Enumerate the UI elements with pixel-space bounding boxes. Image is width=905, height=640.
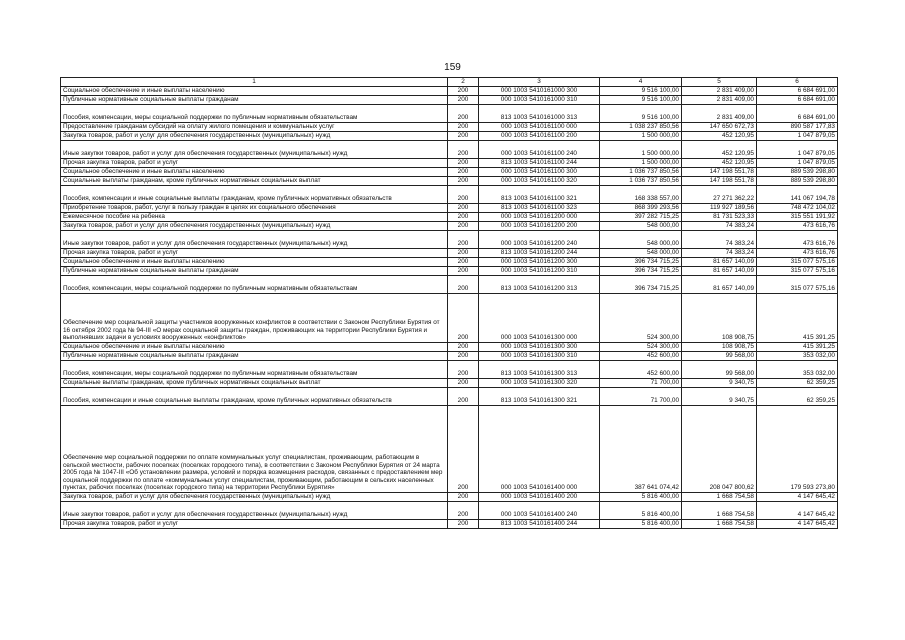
row-value-col5: 208 047 800,62 — [682, 406, 757, 493]
row-code-cell: 200 — [448, 105, 479, 123]
row-kbk-cell: 000 1003 5410161100 300 — [479, 168, 600, 177]
row-name-cell: Пособия, компенсации, меры социальной поддержки по публичным нормативным обязательствам — [61, 105, 448, 123]
row-kbk-cell: 000 1003 5410161400 240 — [479, 502, 600, 520]
row-value-col5: 74 383,24 — [682, 249, 757, 258]
row-value-col6: 4 147 645,42 — [757, 520, 838, 529]
row-code-cell: 200 — [448, 132, 479, 141]
table-row — [61, 249, 838, 258]
row-value-col6: 473 616,76 — [757, 231, 838, 249]
row-kbk-cell: 000 1003 5410161200 200 — [479, 222, 600, 231]
row-code-cell: 200 — [448, 168, 479, 177]
table-row — [61, 294, 838, 343]
row-name-cell: Приобретение товаров, работ, услуг в пользу граждан в целях их социального обеспечения — [61, 204, 448, 213]
row-value-col5: 1 668 754,58 — [682, 493, 757, 502]
row-name-cell: Пособия, компенсации, меры социальной поддержки по публичным нормативным обязательствам — [61, 361, 448, 379]
header-row — [61, 78, 838, 87]
row-value-col6: 141 067 194,78 — [757, 186, 838, 204]
row-value-col6: 473 616,76 — [757, 249, 838, 258]
row-kbk-cell: 000 1003 5410161400 200 — [479, 493, 600, 502]
row-value-col4: 548 000,00 — [600, 231, 682, 249]
row-name-cell: Пособия, компенсации и иные социальные выплаты гражданам, кроме публичных нормативных обязательств — [61, 186, 448, 204]
row-code-cell: 200 — [448, 123, 479, 132]
row-value-col6: 353 032,00 — [757, 352, 838, 361]
row-value-col6: 1 047 879,05 — [757, 141, 838, 159]
row-value-col5: 9 340,75 — [682, 379, 757, 388]
table-row — [61, 141, 838, 159]
row-value-col4: 548 000,00 — [600, 222, 682, 231]
row-kbk-cell: 813 1003 5410161100 244 — [479, 159, 600, 168]
row-name-cell: Ежемесячное пособие на ребенка — [61, 213, 448, 222]
table-row — [61, 258, 838, 267]
row-value-col4: 548 000,00 — [600, 249, 682, 258]
row-name-cell: Иные закупки товаров, работ и услуг для обеспечения государственных (муниципальных) нужд — [61, 502, 448, 520]
row-value-col6: 4 147 645,42 — [757, 502, 838, 520]
row-kbk-cell: 813 1003 5410161200 244 — [479, 249, 600, 258]
row-name-cell: Пособия, компенсации и иные социальные выплаты гражданам, кроме публичных нормативных обязательств — [61, 388, 448, 406]
header-cell-2: 2 — [448, 78, 479, 87]
table-row — [61, 267, 838, 276]
row-value-col5: 452 120,95 — [682, 141, 757, 159]
row-code-cell: 200 — [448, 520, 479, 529]
row-kbk-cell: 000 1003 5410161200 300 — [479, 258, 600, 267]
row-value-col6: 353 032,00 — [757, 361, 838, 379]
row-value-col4: 5 816 400,00 — [600, 520, 682, 529]
row-kbk-cell: 000 1003 5410161000 310 — [479, 96, 600, 105]
row-name-cell: Закупка товаров, работ и услуг для обеспечения государственных (муниципальных) нужд — [61, 132, 448, 141]
row-name-cell: Прочая закупка товаров, работ и услуг — [61, 159, 448, 168]
row-kbk-cell: 000 1003 5410161200 310 — [479, 267, 600, 276]
row-value-col4: 387 641 074,42 — [600, 406, 682, 493]
row-value-col4: 1 500 000,00 — [600, 141, 682, 159]
row-value-col6: 62 359,25 — [757, 379, 838, 388]
row-value-col6: 748 472 104,02 — [757, 204, 838, 213]
row-value-col6: 889 539 298,80 — [757, 177, 838, 186]
row-value-col5: 1 668 754,58 — [682, 502, 757, 520]
row-value-col5: 452 120,95 — [682, 159, 757, 168]
row-name-cell: Прочая закупка товаров, работ и услуг — [61, 249, 448, 258]
row-value-col5: 147 198 551,78 — [682, 168, 757, 177]
row-value-col4: 71 700,00 — [600, 379, 682, 388]
table-row — [61, 213, 838, 222]
row-name-cell: Обеспечение мер социальной поддержки по оплате коммунальных услуг специалистам, проживающим, работающим в сельской местности, рабочих поселках (поселках городского типа), в соответствии с Законом Республики Бурятия от 24 марта 2005 года № 1047-III «Об установлении размера, условий и порядка возмещения расходов, связанных с предоставлением мер социальной поддержки по оплате «коммунальных услуг специалистам, проживающим, работающим в сельских населенных пунктах, рабочих поселках (поселках городского типа) на территории Республики Бурятия» — [61, 406, 448, 493]
row-code-cell: 200 — [448, 493, 479, 502]
row-name-cell: Социальные выплаты гражданам, кроме публичных нормативных социальных выплат — [61, 379, 448, 388]
row-name-cell: Прочая закупка товаров, работ и услуг — [61, 520, 448, 529]
row-kbk-cell: 000 1003 5410161300 310 — [479, 352, 600, 361]
table-row — [61, 186, 838, 204]
row-name-cell: Публичные нормативные социальные выплаты гражданам — [61, 96, 448, 105]
table-row — [61, 276, 838, 294]
row-name-cell: Обеспечение мер социальной защиты участников вооруженных конфликтов в соответствии с Законом Республики Бурятия от 16 октября 2002 года № 94-III «О мерах социальной защиты граждан, проживающих на территории Республики Бурятия и выполнявших задачи в условиях вооруженных «конфликтов» — [61, 294, 448, 343]
row-name-cell: Публичные нормативные социальные выплаты гражданам — [61, 267, 448, 276]
row-kbk-cell: 000 1003 5410161100 240 — [479, 141, 600, 159]
row-code-cell: 200 — [448, 186, 479, 204]
row-kbk-cell: 000 1003 5410161200 240 — [479, 231, 600, 249]
row-value-col6: 62 359,25 — [757, 388, 838, 406]
row-kbk-cell: 000 1003 5410161100 320 — [479, 177, 600, 186]
row-name-cell: Социальное обеспечение и иные выплаты населению — [61, 343, 448, 352]
table-row — [61, 177, 838, 186]
table-row — [61, 132, 838, 141]
row-value-col6: 1 047 879,05 — [757, 159, 838, 168]
row-code-cell: 200 — [448, 343, 479, 352]
row-kbk-cell: 813 1003 5410161300 313 — [479, 361, 600, 379]
row-kbk-cell: 813 1003 5410161100 321 — [479, 186, 600, 204]
row-value-col5: 74 383,24 — [682, 231, 757, 249]
row-value-col6: 415 391,25 — [757, 294, 838, 343]
table-row — [61, 168, 838, 177]
row-value-col4: 524 300,00 — [600, 294, 682, 343]
table-row — [61, 352, 838, 361]
row-code-cell: 200 — [448, 267, 479, 276]
table-row — [61, 204, 838, 213]
row-code-cell: 200 — [448, 96, 479, 105]
budget-table — [60, 77, 838, 529]
row-name-cell: Социальные выплаты гражданам, кроме публичных нормативных социальных выплат — [61, 177, 448, 186]
row-value-col4: 71 700,00 — [600, 388, 682, 406]
row-name-cell: Социальное обеспечение и иные выплаты населению — [61, 87, 448, 96]
row-kbk-cell: 000 1003 5410161000 300 — [479, 87, 600, 96]
row-code-cell: 200 — [448, 352, 479, 361]
row-name-cell: Пособия, компенсации, меры социальной поддержки по публичным нормативным обязательствам — [61, 276, 448, 294]
table-row — [61, 493, 838, 502]
row-code-cell: 200 — [448, 379, 479, 388]
row-code-cell: 200 — [448, 406, 479, 493]
row-value-col5: 2 831 409,00 — [682, 87, 757, 96]
row-kbk-cell: 813 1003 5410161100 323 — [479, 204, 600, 213]
row-name-cell: Социальное обеспечение и иные выплаты населению — [61, 258, 448, 267]
row-kbk-cell: 813 1003 5410161400 244 — [479, 520, 600, 529]
row-code-cell: 200 — [448, 141, 479, 159]
row-kbk-cell: 000 1003 5410161300 320 — [479, 379, 600, 388]
row-value-col6: 473 616,76 — [757, 222, 838, 231]
row-name-cell: Публичные нормативные социальные выплаты гражданам — [61, 352, 448, 361]
row-value-col5: 147 650 672,73 — [682, 123, 757, 132]
row-value-col4: 452 600,00 — [600, 352, 682, 361]
row-value-col4: 9 516 100,00 — [600, 96, 682, 105]
row-value-col5: 1 668 754,58 — [682, 520, 757, 529]
row-value-col4: 168 338 557,00 — [600, 186, 682, 204]
row-value-col4: 397 282 715,25 — [600, 213, 682, 222]
row-value-col4: 452 600,00 — [600, 361, 682, 379]
row-value-col4: 5 816 400,00 — [600, 493, 682, 502]
table-row — [61, 502, 838, 520]
table-row — [61, 159, 838, 168]
row-code-cell: 200 — [448, 258, 479, 267]
header-cell-3: 3 — [479, 78, 600, 87]
row-value-col4: 1 038 237 850,56 — [600, 123, 682, 132]
row-name-cell: Иные закупки товаров, работ и услуг для обеспечения государственных (муниципальных) нужд — [61, 231, 448, 249]
row-value-col4: 868 399 293,56 — [600, 204, 682, 213]
row-name-cell: Закупка товаров, работ и услуг для обеспечения государственных (муниципальных) нужд — [61, 222, 448, 231]
row-value-col4: 1 036 737 850,56 — [600, 168, 682, 177]
row-value-col4: 396 734 715,25 — [600, 258, 682, 267]
row-value-col5: 81 731 523,33 — [682, 213, 757, 222]
row-value-col5: 119 927 189,56 — [682, 204, 757, 213]
row-code-cell: 200 — [448, 159, 479, 168]
row-value-col6: 889 539 298,80 — [757, 168, 838, 177]
row-value-col6: 4 147 645,42 — [757, 493, 838, 502]
row-code-cell: 200 — [448, 502, 479, 520]
row-code-cell: 200 — [448, 361, 479, 379]
row-code-cell: 200 — [448, 276, 479, 294]
row-value-col5: 27 271 362,22 — [682, 186, 757, 204]
table-row — [61, 406, 838, 493]
table-row — [61, 105, 838, 123]
row-code-cell: 200 — [448, 388, 479, 406]
row-code-cell: 200 — [448, 231, 479, 249]
row-kbk-cell: 000 1003 5410161100 200 — [479, 132, 600, 141]
row-value-col5: 81 657 140,09 — [682, 258, 757, 267]
row-value-col6: 179 593 273,80 — [757, 406, 838, 493]
row-value-col5: 99 568,00 — [682, 352, 757, 361]
row-code-cell: 200 — [448, 249, 479, 258]
row-value-col4: 1 036 737 850,56 — [600, 177, 682, 186]
row-value-col6: 415 391,25 — [757, 343, 838, 352]
table-row — [61, 123, 838, 132]
table-row — [61, 96, 838, 105]
table-row — [61, 343, 838, 352]
table-row — [61, 231, 838, 249]
row-code-cell: 200 — [448, 204, 479, 213]
header-cell-1: 1 — [61, 78, 448, 87]
row-kbk-cell: 000 1003 5410161200 000 — [479, 213, 600, 222]
header-cell-4: 4 — [600, 78, 682, 87]
row-value-col5: 108 908,75 — [682, 343, 757, 352]
row-value-col5: 108 908,75 — [682, 294, 757, 343]
table-row — [61, 222, 838, 231]
row-name-cell: Закупка товаров, работ и услуг для обеспечения государственных (муниципальных) нужд — [61, 493, 448, 502]
row-name-cell: Социальное обеспечение и иные выплаты населению — [61, 168, 448, 177]
row-value-col6: 315 077 575,16 — [757, 267, 838, 276]
row-value-col4: 524 300,00 — [600, 343, 682, 352]
row-code-cell: 200 — [448, 213, 479, 222]
table-row — [61, 87, 838, 96]
row-name-cell: Предоставление гражданам субсидий на оплату жилого помещения и коммунальных услуг — [61, 123, 448, 132]
row-value-col5: 81 657 140,09 — [682, 267, 757, 276]
table-row — [61, 379, 838, 388]
row-value-col5: 81 657 140,09 — [682, 276, 757, 294]
row-name-cell: Иные закупки товаров, работ и услуг для обеспечения государственных (муниципальных) нужд — [61, 141, 448, 159]
row-value-col4: 1 500 000,00 — [600, 132, 682, 141]
row-value-col6: 1 047 879,05 — [757, 132, 838, 141]
table-row — [61, 520, 838, 529]
header-cell-5: 5 — [682, 78, 757, 87]
row-value-col5: 74 383,24 — [682, 222, 757, 231]
row-value-col6: 315 551 191,92 — [757, 213, 838, 222]
row-code-cell: 200 — [448, 222, 479, 231]
row-value-col4: 396 734 715,25 — [600, 276, 682, 294]
row-kbk-cell: 000 1003 5410161400 000 — [479, 406, 600, 493]
row-value-col5: 452 120,95 — [682, 132, 757, 141]
page-number: 159 — [444, 62, 461, 73]
row-kbk-cell: 000 1003 5410161100 000 — [479, 123, 600, 132]
row-code-cell: 200 — [448, 177, 479, 186]
header-cell-6: 6 — [757, 78, 838, 87]
row-value-col6: 315 077 575,16 — [757, 276, 838, 294]
row-value-col4: 9 516 100,00 — [600, 87, 682, 96]
row-kbk-cell: 000 1003 5410161300 300 — [479, 343, 600, 352]
row-value-col5: 99 568,00 — [682, 361, 757, 379]
row-code-cell: 200 — [448, 87, 479, 96]
row-kbk-cell: 813 1003 5410161300 321 — [479, 388, 600, 406]
row-value-col6: 6 684 691,00 — [757, 87, 838, 96]
table-row — [61, 388, 838, 406]
row-value-col5: 2 831 409,00 — [682, 105, 757, 123]
row-value-col6: 315 077 575,16 — [757, 258, 838, 267]
row-value-col5: 147 198 551,78 — [682, 177, 757, 186]
row-kbk-cell: 000 1003 5410161300 000 — [479, 294, 600, 343]
row-kbk-cell: 813 1003 5410161200 313 — [479, 276, 600, 294]
row-kbk-cell: 813 1003 5410161000 313 — [479, 105, 600, 123]
row-value-col6: 6 684 691,00 — [757, 105, 838, 123]
row-value-col6: 6 684 691,00 — [757, 96, 838, 105]
row-code-cell: 200 — [448, 294, 479, 343]
row-value-col4: 5 816 400,00 — [600, 502, 682, 520]
table-row — [61, 361, 838, 379]
row-value-col6: 890 587 177,83 — [757, 123, 838, 132]
row-value-col5: 9 340,75 — [682, 388, 757, 406]
row-value-col5: 2 831 409,00 — [682, 96, 757, 105]
row-value-col4: 1 500 000,00 — [600, 159, 682, 168]
row-value-col4: 9 516 100,00 — [600, 105, 682, 123]
row-value-col4: 396 734 715,25 — [600, 267, 682, 276]
